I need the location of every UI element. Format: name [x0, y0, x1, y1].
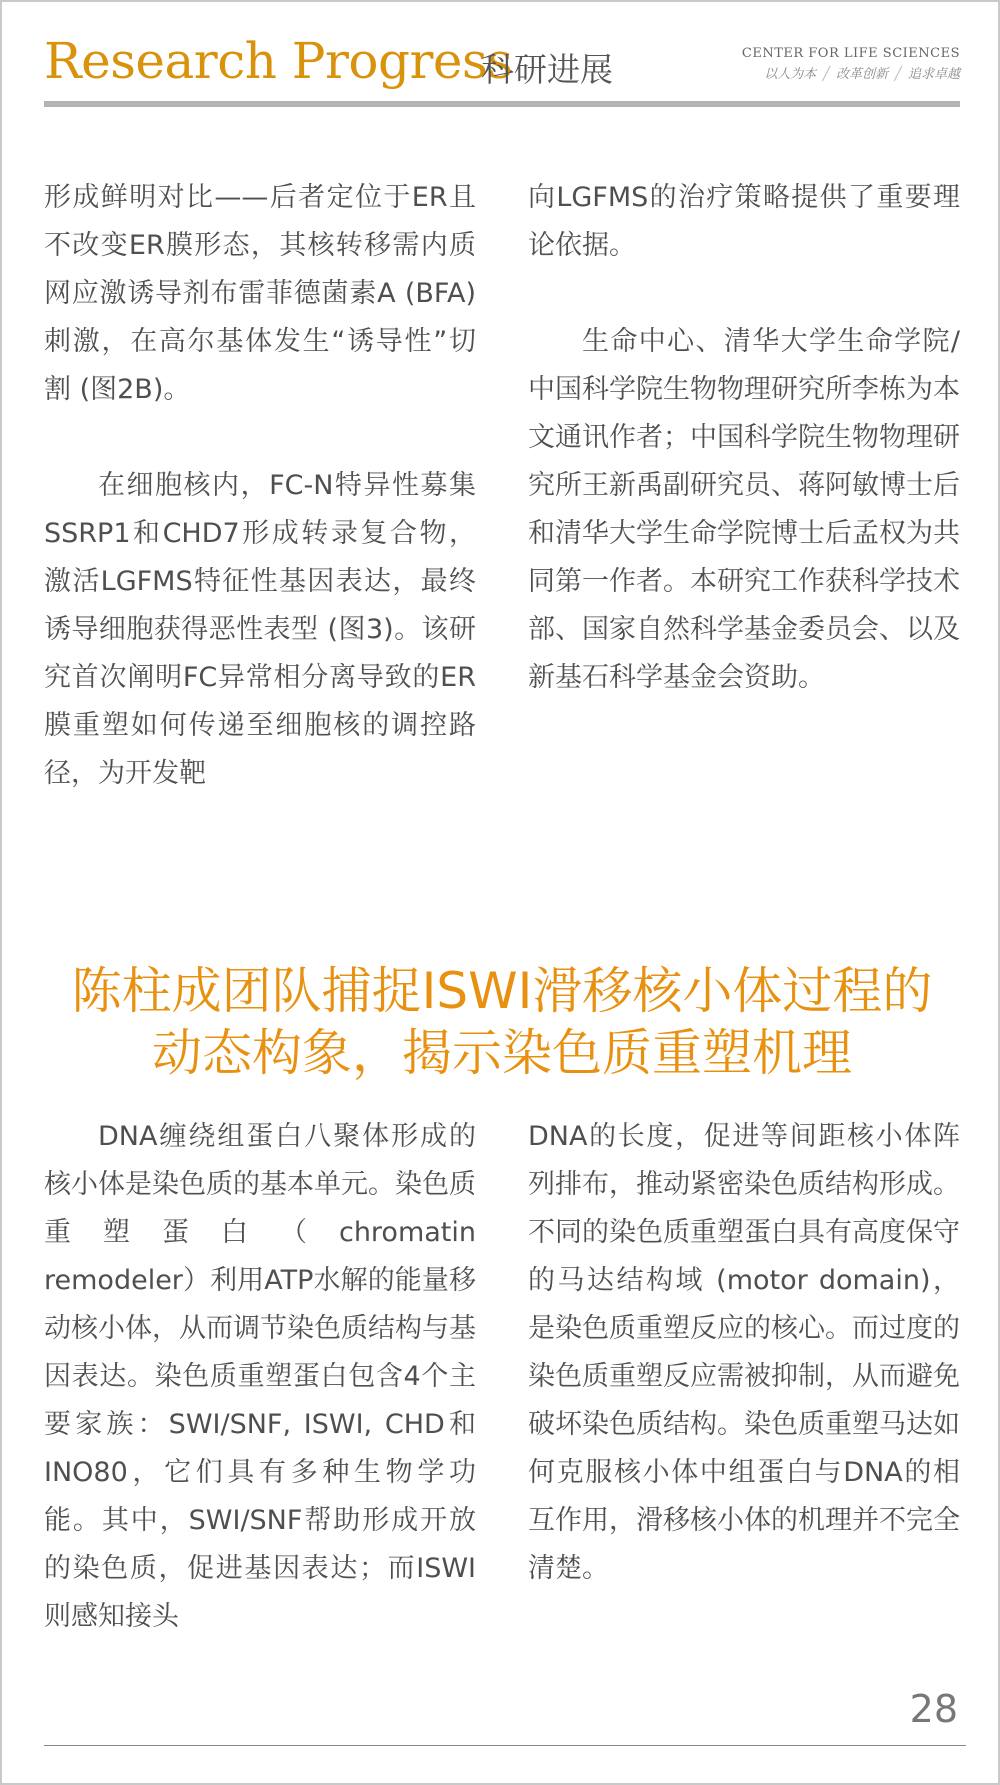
footer-divider	[44, 1745, 966, 1746]
motto-separator: ╱	[822, 67, 831, 82]
motto-item: 改革创新	[836, 67, 889, 82]
section-title-cn: 科研进展	[481, 50, 613, 89]
motto	[742, 63, 960, 82]
paragraph: 在细胞核内，FC-N特异性募集SSRP1和CHD7形成转录复合物，激活LGFMS特征性基因表达，最终诱导细胞获得恶性表型 (图3)。该研究首次阐明FC异常相分离导致的ER膜重塑如何传递至细胞核的调控路径，为开发靶	[44, 470, 476, 789]
article-right-column	[528, 1113, 960, 1593]
motto-item: 追求卓越	[907, 67, 960, 82]
page-number: 28	[909, 1687, 958, 1731]
article-left-column	[44, 1113, 476, 1641]
paragraph: 向LGFMS的治疗策略提供了重要理论依据。	[528, 182, 960, 261]
previous-article-left-column	[44, 174, 476, 798]
motto-item: 以人为本	[764, 67, 817, 82]
brand-name: CENTER FOR LIFE SCIENCES	[741, 46, 960, 61]
brand-block	[742, 46, 960, 82]
paragraph: 生命中心、清华大学生命学院/中国科学院生物物理研究所李栋为本文通讯作者；中国科学院生物物理研究所王新禹副研究员、蒋阿敏博士后和清华大学生命学院博士后孟权为共同第一作者。本研究工作获科学技术部、国家自然科学基金委员会、以及新基石科学基金会资助。	[528, 326, 960, 693]
motto-separator: ╱	[894, 67, 902, 82]
header-divider	[44, 101, 960, 107]
previous-article-right-column	[528, 174, 960, 702]
paragraph: 形成鲜明对比——后者定位于ER且不改变ER膜形态，其核转移需内质网应激诱导剂布雷菲德菌素A (BFA) 刺激，在高尔基体发生“诱导性”切割 (图2B)。	[44, 182, 476, 405]
paragraph: DNA缠绕组蛋白八聚体形成的核小体是染色质的基本单元。染色质重塑蛋白（chromatin remodeler）利用ATP水解的能量移动核小体，从而调节染色质结构与基因表达。染色质重塑蛋白包含4个主要家族：SWI/SNF, ISWI, CHD和INO80，它们具有多种生物学功能。其中，SWI/SNF帮助形成开放的染色质，促进基因表达；而ISWI则感知接头	[44, 1121, 476, 1632]
article-title-line: 动态构象，揭示染色质重塑机理	[152, 1024, 852, 1082]
page-header	[44, 32, 960, 112]
section-title-en: Research Progress	[44, 32, 513, 90]
article-title-line: 陈柱成团队捕捉ISWI滑移核小体过程的	[71, 962, 933, 1020]
paragraph: DNA的长度，促进等间距核小体阵列排布，推动紧密染色质结构形成。不同的染色质重塑蛋白具有高度保守的马达结构域 (motor domain)，是染色质重塑反应的核心。而过度的染色质重塑反应需被抑制，从而避免破坏染色质结构。染色质重塑马达如何克服核小体中组蛋白与DNA的相互作用，滑移核小体的机理并不完全清楚。	[528, 1121, 960, 1584]
article-title	[32, 960, 972, 1084]
